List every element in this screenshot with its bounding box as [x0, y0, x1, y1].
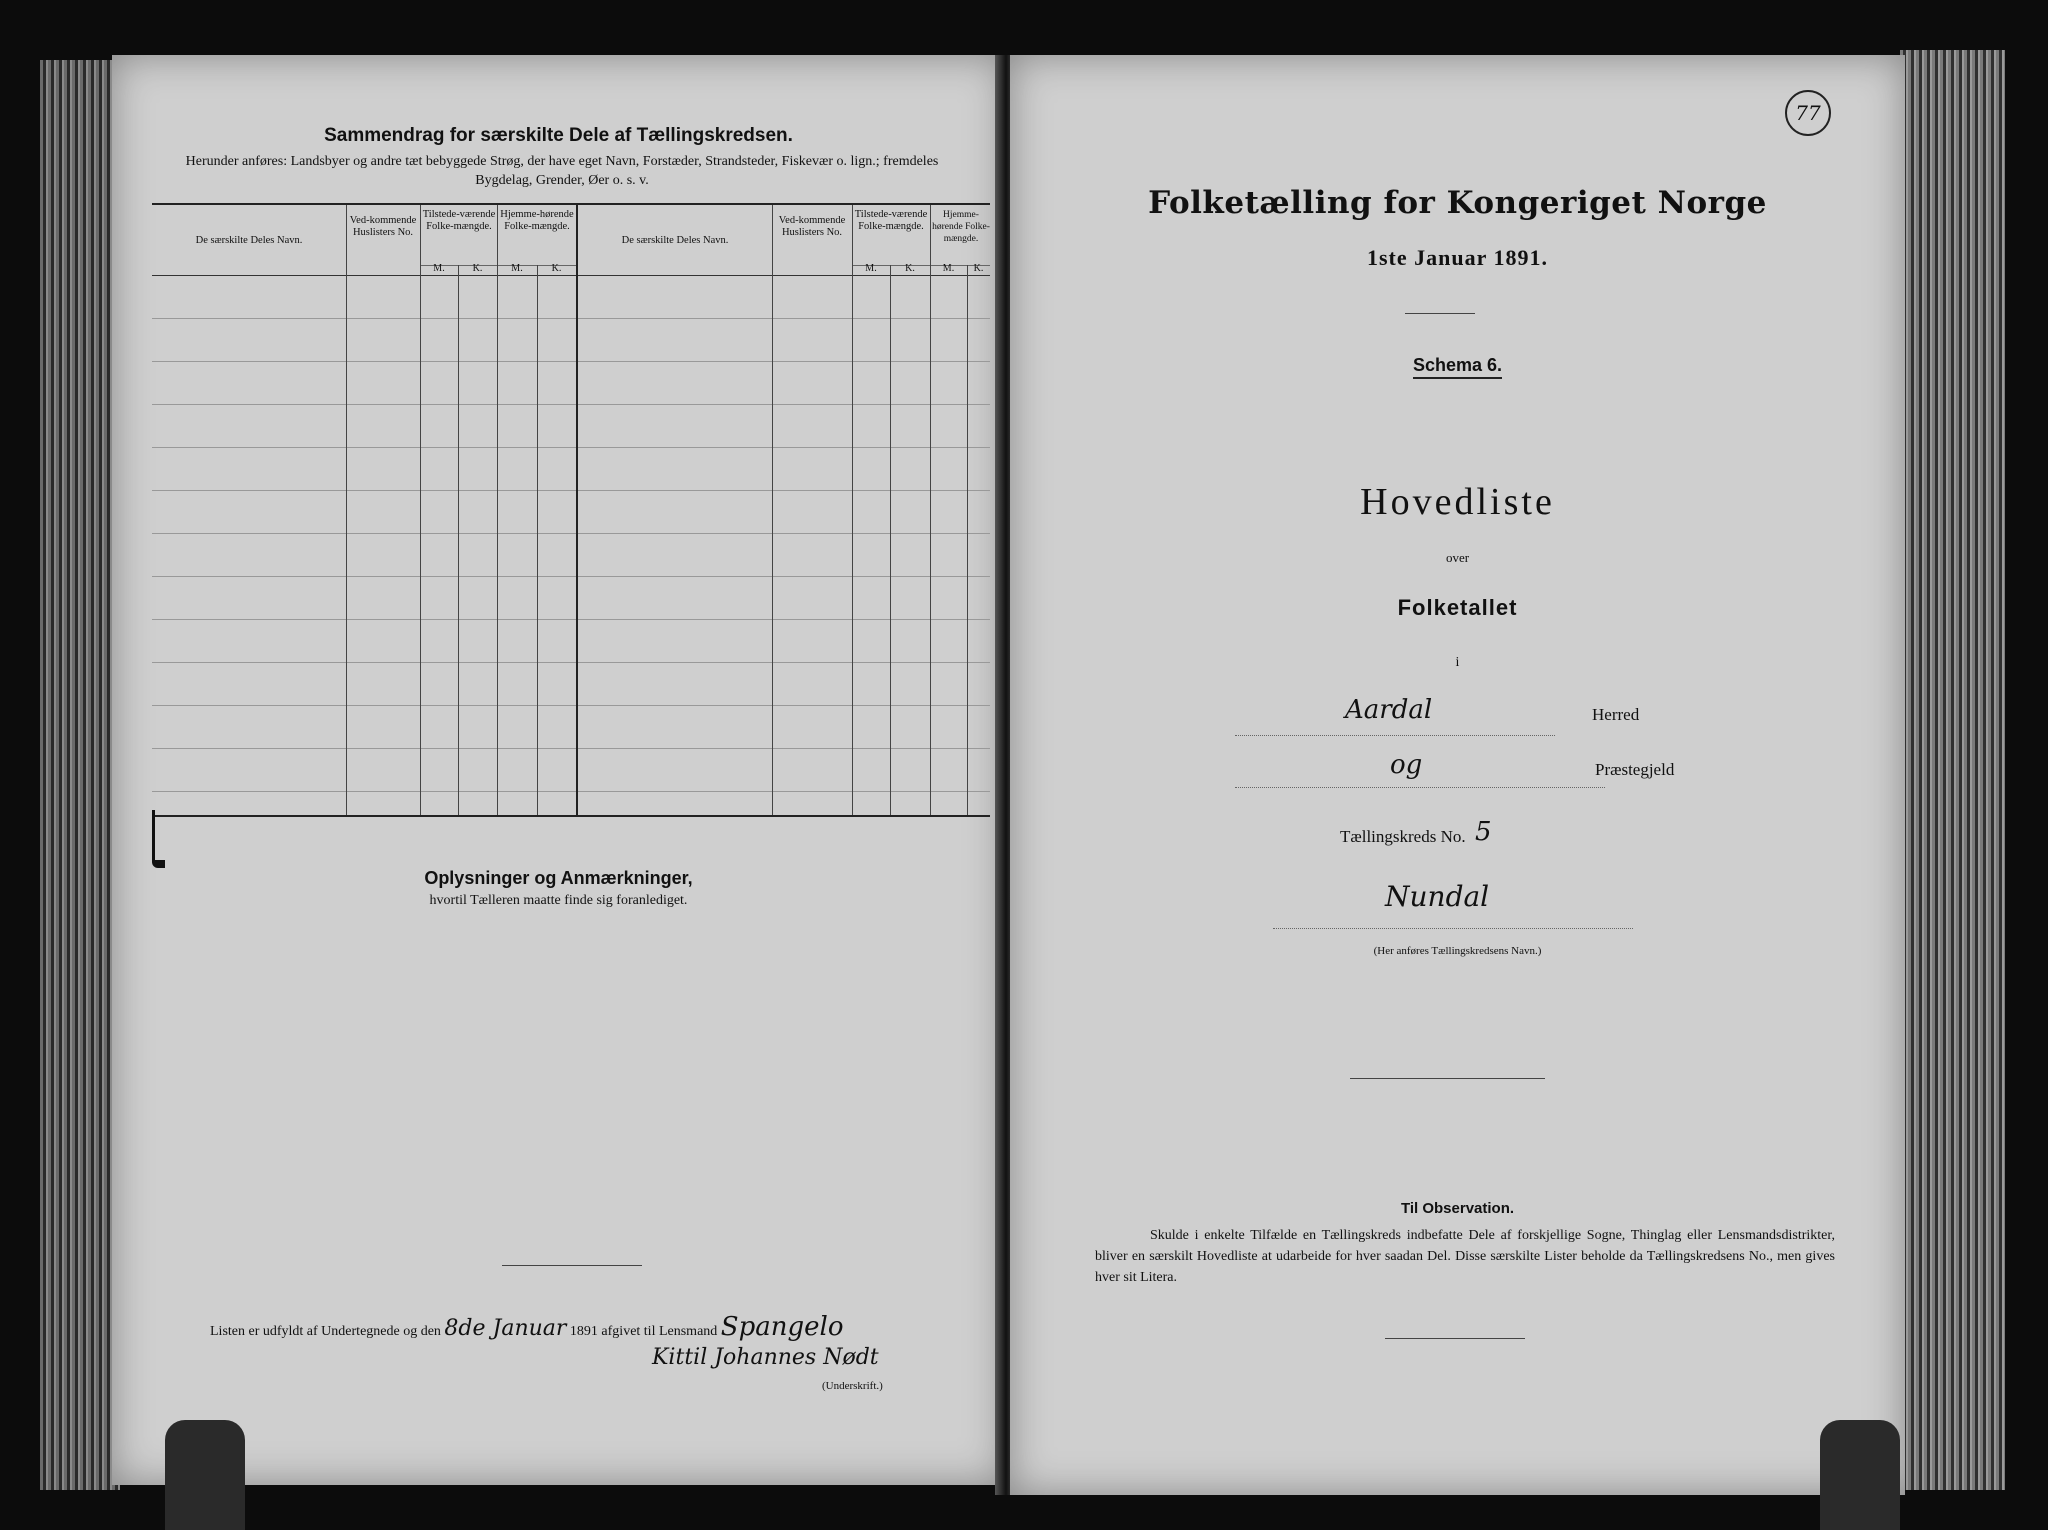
right-page [1010, 55, 1905, 1495]
book-edge-left [40, 60, 120, 1490]
handwritten-og: og [1390, 750, 1423, 780]
taellingskreds-label: Tællingskreds No. [1340, 827, 1466, 846]
handwritten-kreds-number: 5 [1475, 817, 1492, 847]
header-tilstedevaerende: Tilstede-værende Folke-mængde. [854, 209, 928, 232]
divider-rule [1405, 313, 1475, 314]
completion-statement [210, 1312, 843, 1342]
handwritten-signature: Kittil Johannes Nødt [652, 1345, 879, 1370]
header-k: K. [905, 263, 915, 274]
herred-label: Herred [1592, 705, 1640, 724]
ink-bracket-mark [152, 810, 165, 868]
remarks-title: Oplysninger og Anmærkninger, [424, 868, 693, 888]
header-m: M. [942, 263, 955, 274]
header-m: M. [511, 263, 523, 274]
divider-rule [1385, 1338, 1525, 1339]
header-k: K. [551, 263, 562, 274]
statement-prefix: Listen er udfyldt af Undertegnede og den [210, 1324, 441, 1339]
header-k: K. [472, 263, 483, 274]
schema-text: Schema 6. [1413, 355, 1502, 379]
divider-rule [1350, 1078, 1545, 1079]
table-column-divider [772, 205, 773, 815]
page-clip [1820, 1420, 1900, 1530]
dotted-fill-line [1235, 787, 1605, 788]
handwritten-lensmand: Spangelo [720, 1312, 844, 1342]
praestegjeld-label: Præstegjeld [1595, 760, 1675, 779]
page-clip [165, 1420, 245, 1530]
divider-rule [502, 1265, 642, 1266]
statement-middle: 1891 afgivet til Lensmand [569, 1324, 718, 1339]
header-delenes-navn: De særskilte Deles Navn. [621, 235, 729, 246]
summary-description: Herunder anføres: Landsbyer og andre tæt bebyggede Strøg, der have eget Navn, Forstæder, Strandsteder, Fiskevær o. lign.; fremdeles Bygdelag, Grender, Øer o. s. v. [185, 154, 939, 188]
observation-title: Til Observation. [1400, 1200, 1515, 1217]
dotted-fill-line [1235, 735, 1555, 736]
table-column-divider [967, 265, 968, 815]
signature-caption: (Underskrift.) [822, 1380, 883, 1392]
table-column-divider [852, 205, 853, 815]
header-hjemmehorende: Hjemme-hørende Folke-mængde. [500, 209, 574, 232]
header-m: M. [865, 263, 877, 274]
census-title: Folketælling for Kongeriget Norge [1148, 185, 1767, 221]
table-row [152, 404, 990, 405]
kreds-name-note: (Her anføres Tællingskredsens Navn.) [1373, 945, 1542, 957]
dotted-fill-line [1273, 928, 1633, 929]
header-m: M. [433, 263, 445, 274]
main-heading: Hovedliste [1360, 481, 1555, 523]
remarks-subtitle: hvortil Tælleren maatte finde sig foranlediget. [429, 893, 688, 908]
table-column-divider [930, 205, 931, 815]
handwritten-date: 8de Januar [444, 1316, 567, 1341]
book-edge-right [1900, 50, 2005, 1490]
header-delenes-navn: De særskilte Deles Navn. [195, 235, 303, 246]
table-row [152, 447, 990, 448]
table-row [152, 533, 990, 534]
header-hjemmehorende: Hjemme-hørende Folke-mængde. [932, 210, 990, 244]
table-column-divider [890, 265, 891, 815]
table-row [152, 705, 990, 706]
table-column-divider [458, 265, 459, 815]
i-text: i [1455, 655, 1460, 670]
table-row [152, 748, 990, 749]
header-huslister-no: Ved-kommende Huslisters No. [778, 215, 846, 238]
observation-text: Skulde i enkelte Tilfælde en Tællingskreds indbefatte Dele af forskjellige Sogne, Thinglag eller Lensmandsdistrikter, bliver en særskilt Hovedliste at udarbeide for hver saadan Del. Disse særskilte Lister beholde da Tællingskredsens No., men gives hver sit Litera. [1095, 1228, 1835, 1285]
table-column-divider [537, 265, 538, 815]
table-row [152, 576, 990, 577]
summary-title: Sammendrag for særskilte Dele af Tællingskredsen. [324, 125, 793, 146]
table-row [152, 361, 990, 362]
folketallet-heading: Folketallet [1397, 595, 1518, 620]
left-page [112, 55, 1005, 1485]
header-k: K. [973, 263, 984, 274]
table-row [152, 318, 990, 319]
table-row [152, 791, 990, 792]
summary-table [152, 203, 990, 817]
schema-label [1010, 355, 1905, 376]
table-center-divider [576, 205, 578, 815]
over-text: over [1445, 550, 1470, 565]
table-header-rule [152, 275, 990, 276]
handwritten-herred-name: Aardal [1345, 695, 1433, 725]
header-huslister-no: Ved-kommende Huslisters No. [349, 215, 417, 238]
page-number-circle: 77 [1785, 90, 1831, 136]
table-row [152, 662, 990, 663]
table-column-divider [420, 205, 421, 815]
header-tilstedevaerende: Tilstede-værende Folke-mængde. [422, 209, 496, 232]
table-row [152, 619, 990, 620]
table-column-divider [346, 205, 347, 815]
table-row [152, 490, 990, 491]
census-date: 1ste Januar 1891. [1367, 245, 1548, 270]
handwritten-kreds-name: Nundal [1385, 880, 1490, 913]
table-column-divider [497, 205, 498, 815]
